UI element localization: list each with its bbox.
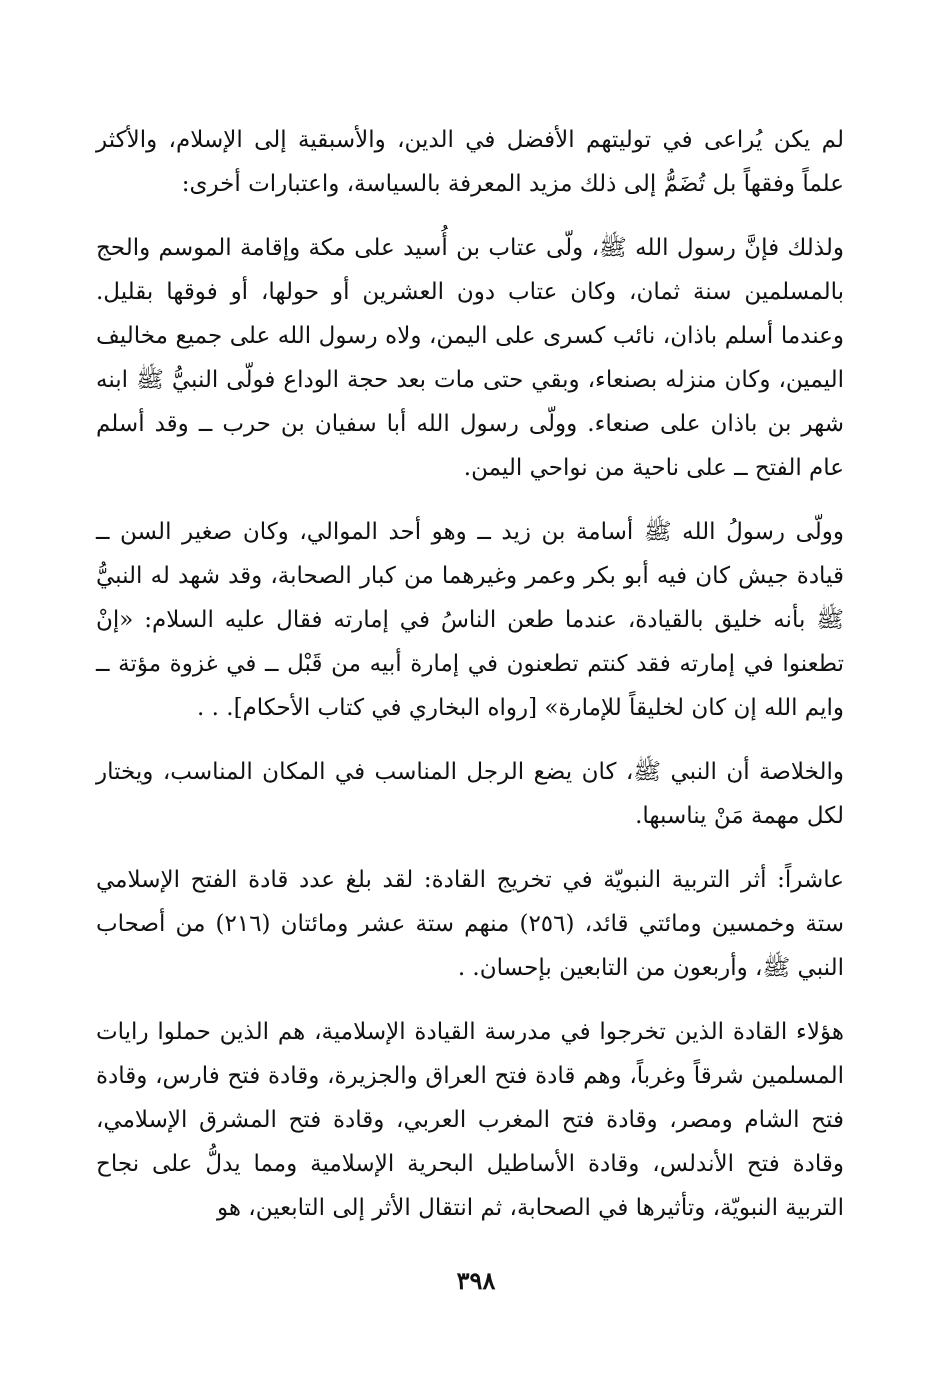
- page-body: [96, 118, 844, 1230]
- page-number: ٣٩٨: [456, 1266, 496, 1295]
- paragraph-6: هؤلاء القادة الذين تخرجوا في مدرسة القيادة الإسلامية، هم الذين حملوا رايات المسلمين شرقاً وغرباً، وهم قادة فتح العراق والجزيرة، وقادة فتح فارس، وقادة فتح الشام ومصر، وقادة فتح المغرب العربي، وقادة فتح المشرق الإسلامي، وقادة فتح الأندلس، وقادة الأساطيل البحرية الإسلامية ومما يدلُّ على نجاح التربية النبويّة، وتأثيرها في الصحابة، ثم انتقال الأثر إلى التابعين، هو: [96, 1019, 844, 1221]
- paragraph-5: عاشراً: أثر التربية النبويّة في تخريج القادة: لقد بلغ عدد قادة الفتح الإسلامي ستة وخمسين ومائتي قائد، (٢٥٦) منهم ستة عشر ومائتان (٢١٦) من أصحاب النبي ﷺ، وأربعون من التابعين بإحسان. .: [96, 867, 844, 981]
- paragraph-2: ولذلك فإنَّ رسول الله ﷺ، ولّى عتاب بن أُسيد على مكة وإقامة الموسم والحج بالمسلمين سنة ثمان، وكان عتاب دون العشرين أو حولها، أو فوقها بقليل. وعندما أسلم باذان، نائب كسرى على اليمن، ولاه رسول الله على جميع مخاليف اليمين، وكان منزله بصنعاء، وبقي حتى مات بعد حجة الوداع فولّى النبيُّ ﷺ ابنه شهر بن باذان على صنعاء. وولّى رسول الله أبا سفيان بن حرب ــ وقد أسلم عام الفتح ــ على ناحية من نواحي اليمن.: [96, 235, 844, 481]
- paragraph-4: والخلاصة أن النبي ﷺ، كان يضع الرجل المناسب في المكان المناسب، ويختار لكل مهمة مَنْ يناسبها.: [96, 759, 844, 829]
- paragraph-3: وولّى رسولُ الله ﷺ أسامة بن زيد ــ وهو أحد الموالي، وكان صغير السن ــ قيادة جيش كان فيه أبو بكر وعمر وغيرهما من كبار الصحابة، وقد شهد له النبيُّ ﷺ بأنه خليق بالقيادة، عندما طعن الناسُ في إمارته فقال عليه السلام: «إنْ تطعنوا في إمارته فقد كنتم تطعنون في إمارة أبيه من قَبْل ــ في غزوة مؤتة ــ وايم الله إن كان لخليقاً للإمارة» [رواه البخاري في كتاب الأحكام]. . .: [96, 519, 845, 721]
- paragraph-1: لم يكن يُراعى في توليتهم الأفضل في الدين، والأسبقية إلى الإسلام، والأكثر علماً وفقهاً بل تُضَمُّ إلى ذلك مزيد المعرفة بالسياسة، واعتبارات أخرى:: [96, 127, 844, 197]
